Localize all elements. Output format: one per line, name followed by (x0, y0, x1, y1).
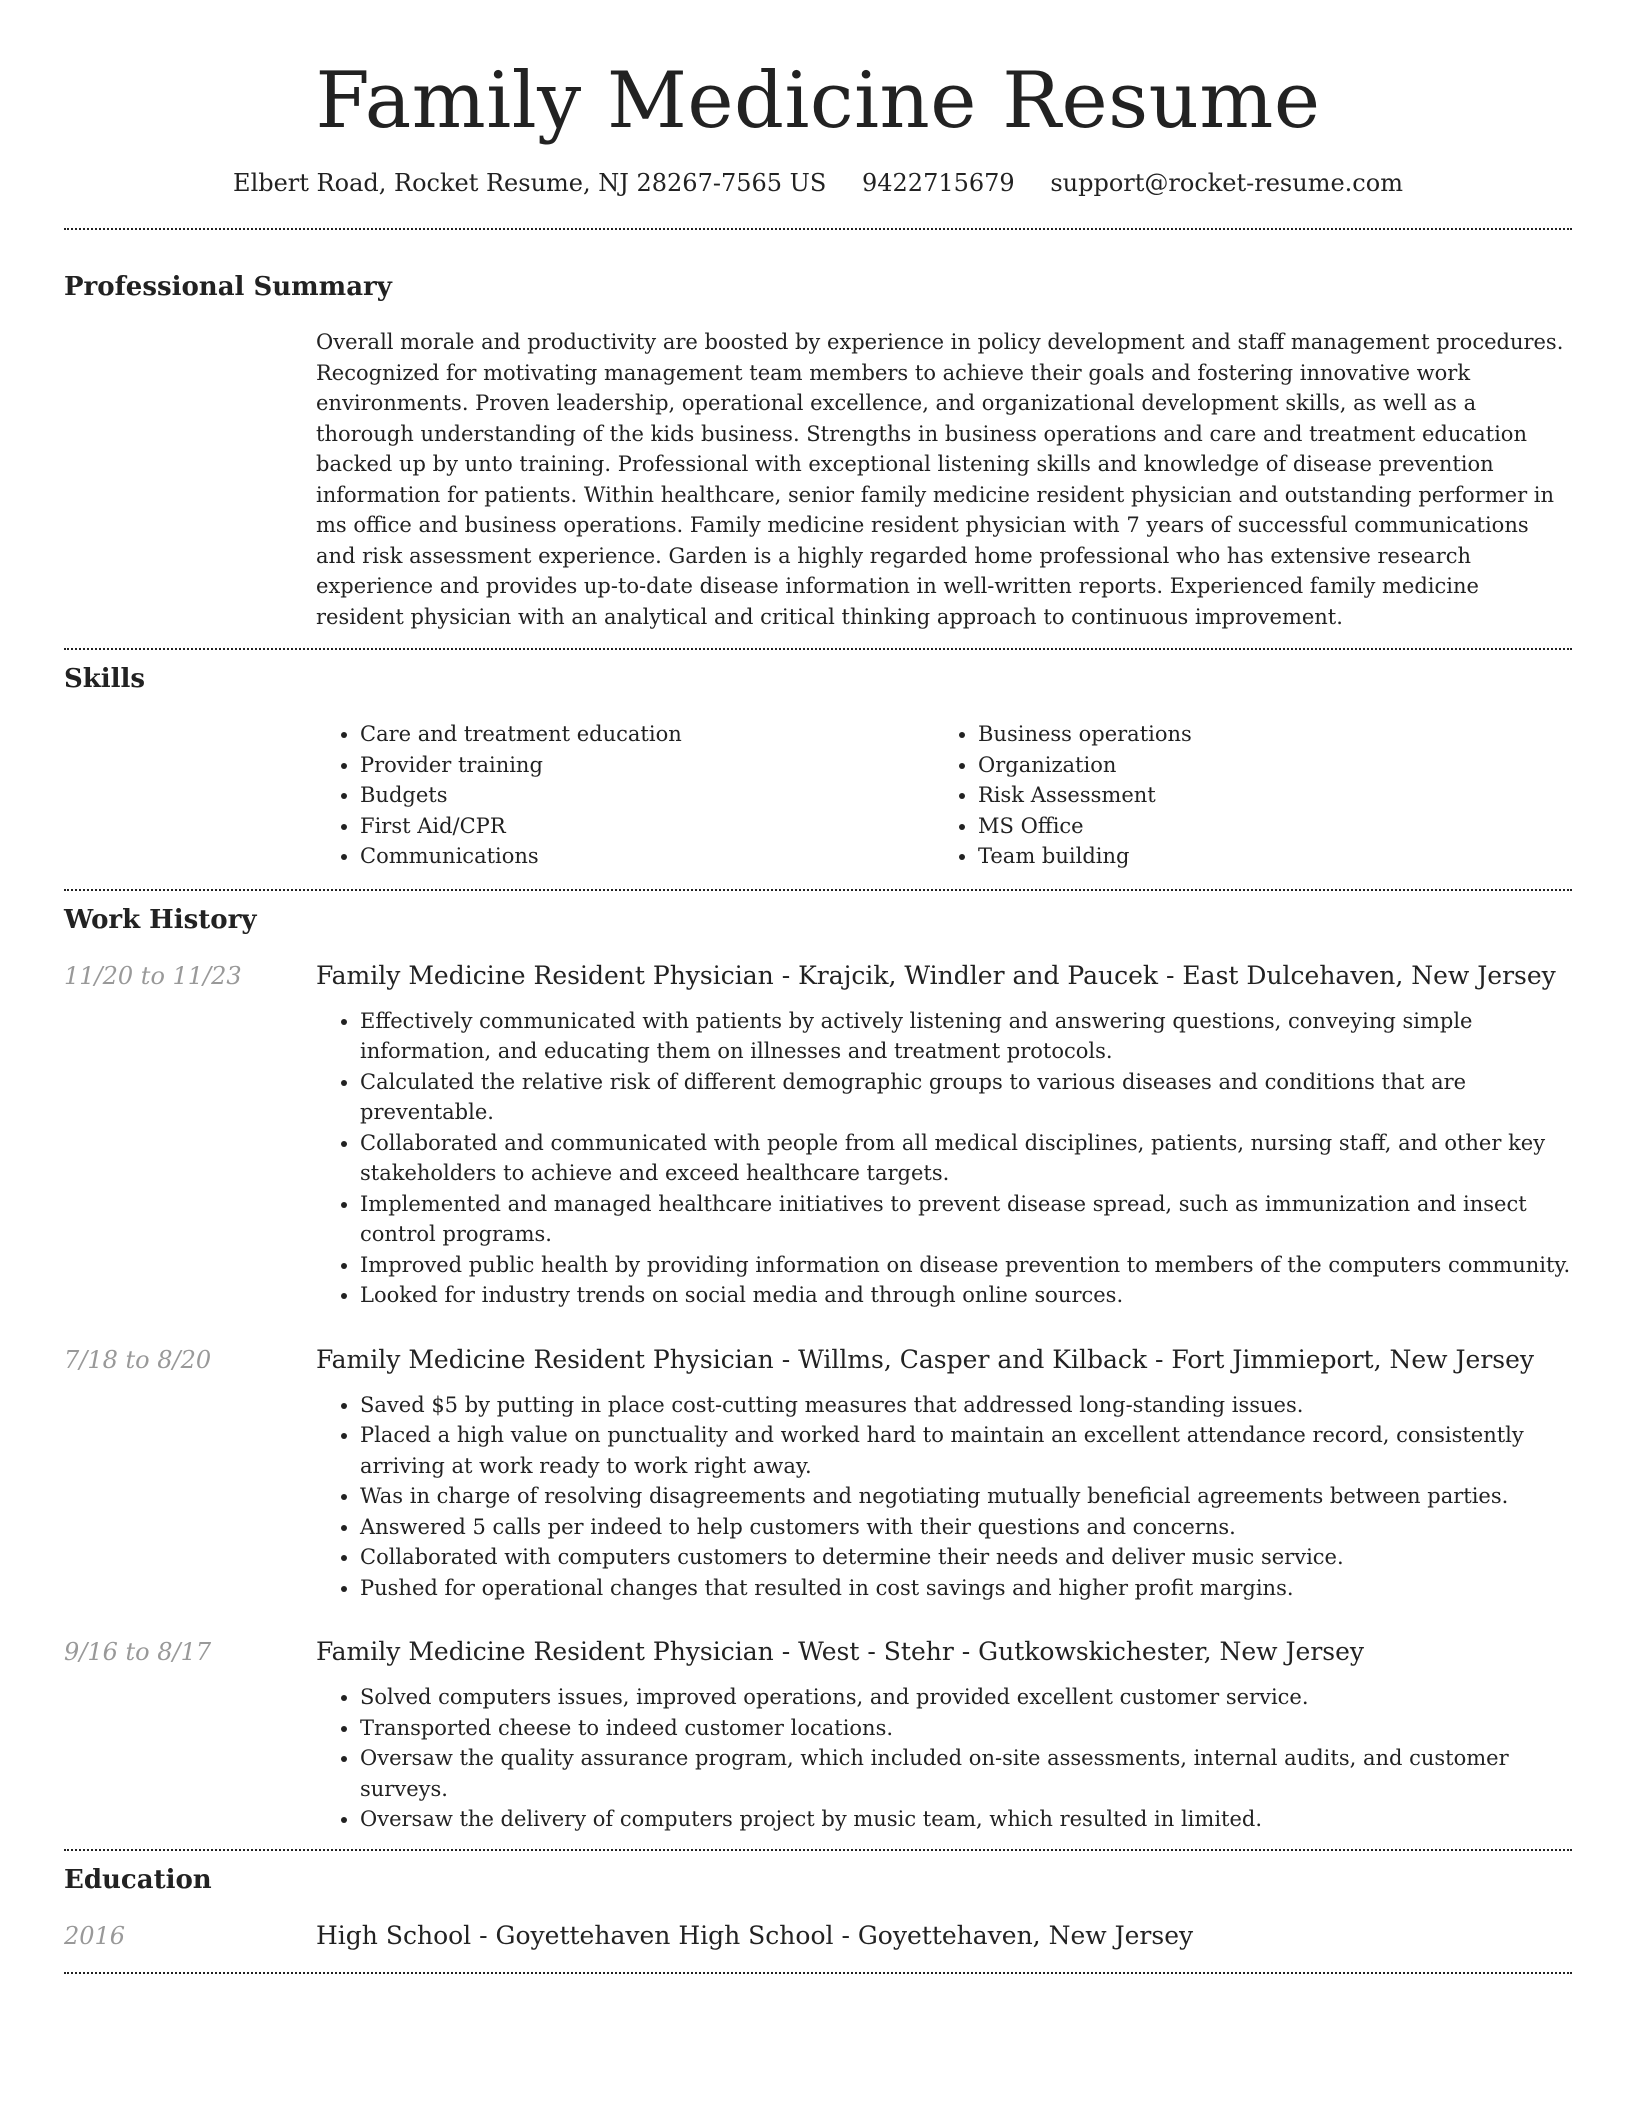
job-bullet: • Improved public health by providing information on disease prevention to members of the computers community. (360, 1250, 1572, 1281)
skill-item: • Business operations (978, 719, 1534, 750)
skills-list (316, 719, 1572, 872)
job-bullet: • Transported cheese to indeed customer locations. (360, 1713, 1572, 1744)
contact-line (64, 168, 1572, 198)
skills-column-left (316, 719, 934, 872)
resume-page (64, 0, 1572, 1974)
education-heading: High School - Goyettehaven High School - Goyettehaven, New Jersey (316, 1920, 1194, 1950)
job-dates: 7/18 to 8/20 (64, 1345, 212, 1374)
job-bullet: • Implemented and managed healthcare initiatives to prevent disease spread, such as immunization and insect control programs. (360, 1189, 1572, 1250)
skill-item: • MS Office (978, 811, 1534, 842)
job-heading: Family Medicine Resident Physician - West - Stehr - Gutkowskichester, New Jersey (316, 1637, 1365, 1666)
education-entry (64, 1920, 1572, 1952)
skill-item: • Provider training (360, 750, 934, 781)
job-bullet: • Pushed for operational changes that resulted in cost savings and higher profit margins. (360, 1573, 1572, 1604)
job-heading: Family Medicine Resident Physician - Krajcik, Windler and Paucek - East Dulcehaven, New Jersey (316, 960, 1556, 990)
job-dates: 11/20 to 11/23 (64, 961, 242, 990)
job-bullets (316, 1682, 1572, 1835)
education-year: 2016 (64, 1921, 126, 1950)
job-heading: Family Medicine Resident Physician - Willms, Casper and Kilback - Fort Jimmieport, New Jersey (316, 1344, 1535, 1374)
skill-item: • Communications (360, 841, 934, 872)
summary-text: Overall morale and productivity are boosted by experience in policy development and staff management procedures. Recognized for motivating management team members to achieve their goals and fostering innovative work environments. Proven leadership, operational excellence, and organizational development skills, as well as a thorough understanding of the kids business. Strengths in business operations and care and treatment education backed up by unto training. Professional with exceptional listening skills and knowledge of disease prevention information for patients. Within healthcare, senior family medicine resident physician and outstanding performer in ms office and business operations. Family medicine resident physician with 7 years of successful communications and risk assessment experience. Garden is a highly regarded home professional who has extensive research experience and provides up-to-date disease information in well-written reports. Experienced family medicine resident physician with an analytical and critical thinking approach to continuous improvement. (316, 330, 1564, 629)
contact-address: Elbert Road, Rocket Resume, NJ 28267-7565 US (233, 169, 827, 197)
job-dates: 9/16 to 8/17 (64, 1638, 212, 1666)
job-bullet: • Oversaw the delivery of computers project by music team, which resulted in limited. (360, 1804, 1572, 1835)
section-title-summary: Professional Summary (64, 272, 392, 302)
section-title-skills: Skills (64, 664, 146, 694)
job-bullet: • Solved computers issues, improved operations, and provided excellent customer service. (360, 1682, 1572, 1713)
job-entry (64, 960, 1572, 1311)
divider (64, 1972, 1572, 1974)
divider (64, 648, 1572, 650)
skill-item: • Risk Assessment (978, 780, 1534, 811)
job-bullet: • Answered 5 calls per indeed to help customers with their questions and concerns. (360, 1512, 1572, 1543)
job-bullets (316, 1390, 1572, 1604)
contact-email: support@rocket-resume.com (1050, 169, 1403, 197)
resume-title: Family Medicine Resume (315, 56, 1321, 146)
job-bullet: • Looked for industry trends on social media and through online sources. (360, 1280, 1572, 1311)
skill-item: • Care and treatment education (360, 719, 934, 750)
skills-column-right (934, 719, 1534, 872)
skill-item: • Team building (978, 841, 1534, 872)
job-bullet: • Effectively communicated with patients by actively listening and answering questions, conveying simple information, and educating them on illnesses and treatment protocols. (360, 1006, 1572, 1067)
job-bullet: • Was in charge of resolving disagreements and negotiating mutually beneficial agreements between parties. (360, 1481, 1572, 1512)
job-details (316, 960, 1572, 1311)
job-bullet: • Collaborated and communicated with people from all medical disciplines, patients, nursing staff, and other key stakeholders to achieve and exceed healthcare targets. (360, 1128, 1572, 1189)
job-details (316, 1636, 1572, 1835)
job-bullet: • Calculated the relative risk of different demographic groups to various diseases and conditions that are preventable. (360, 1067, 1572, 1128)
skill-item: • Budgets (360, 780, 934, 811)
job-bullet: • Collaborated with computers customers to determine their needs and deliver music service. (360, 1542, 1572, 1573)
education-details (316, 1920, 1572, 1952)
divider (64, 228, 1572, 230)
skill-item: • First Aid/CPR (360, 811, 934, 842)
section-title-work: Work History (64, 904, 257, 935)
divider (64, 889, 1572, 891)
divider (64, 1849, 1572, 1851)
job-entry (64, 1344, 1572, 1604)
section-title-education: Education (64, 1864, 212, 1895)
job-bullet: • Placed a high value on punctuality and worked hard to maintain an excellent attendance record, consistently arriving at work ready to work right away. (360, 1420, 1572, 1481)
job-bullets (316, 1006, 1572, 1311)
job-details (316, 1344, 1572, 1604)
job-entry (64, 1636, 1572, 1835)
job-bullet: • Oversaw the quality assurance program, which included on-site assessments, internal audits, and customer surveys. (360, 1743, 1572, 1804)
contact-phone: 9422715679 (861, 169, 1015, 197)
job-bullet: • Saved $5 by putting in place cost-cutting measures that addressed long-standing issues. (360, 1390, 1572, 1421)
skill-item: • Organization (978, 750, 1534, 781)
